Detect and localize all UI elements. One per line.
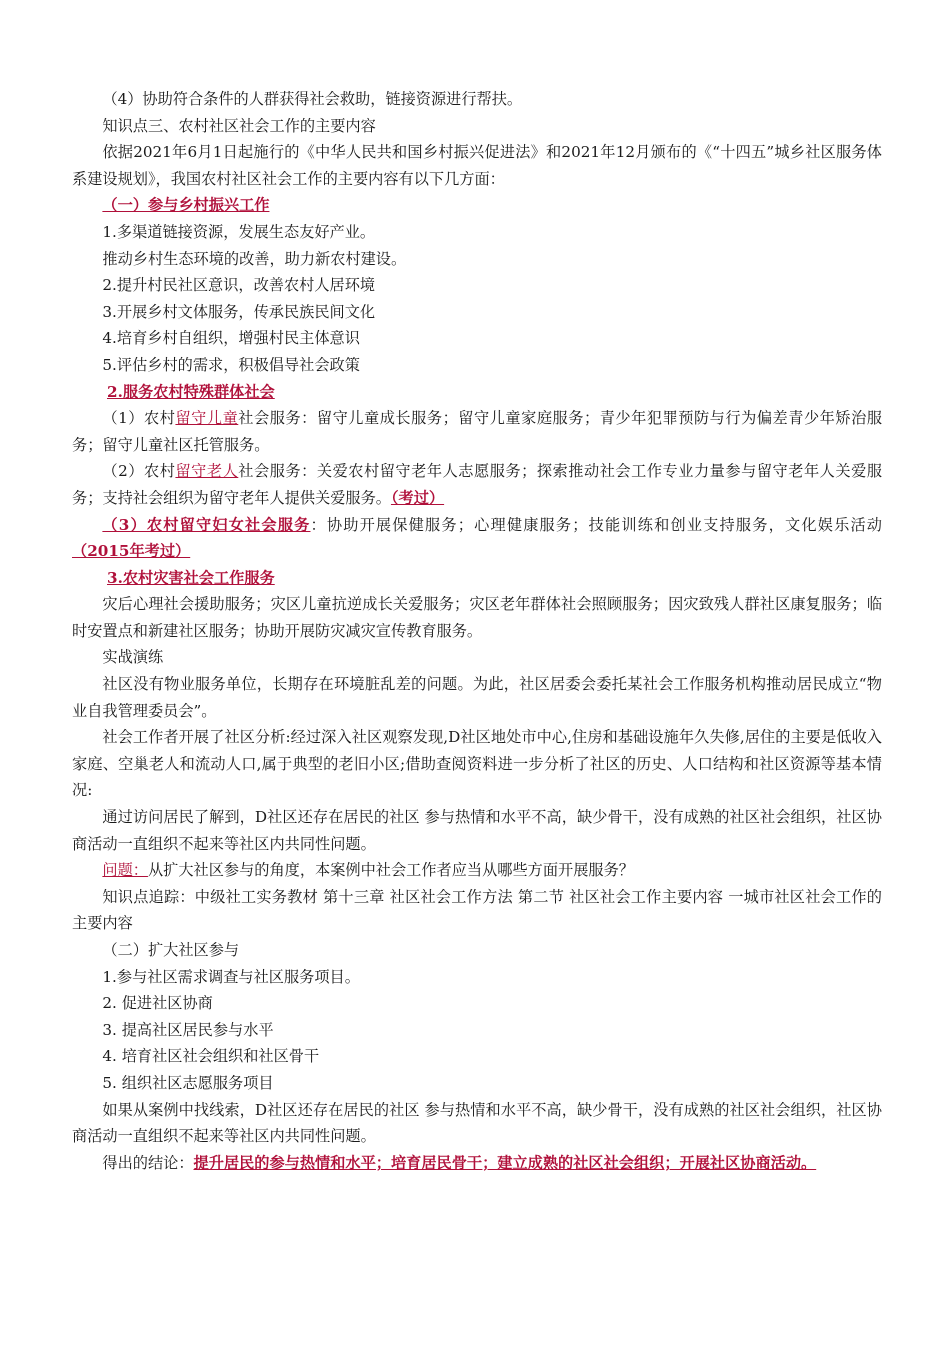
list-item: 4.培育乡村自组织，增强村民主体意识 xyxy=(102,329,360,348)
conclusion-paragraph xyxy=(72,1150,882,1177)
section-heading: （二）扩大社区参与 xyxy=(102,941,240,959)
section-heading: 实战演练 xyxy=(102,648,164,667)
question-paragraph xyxy=(72,857,882,884)
heading-block xyxy=(72,565,882,592)
highlight-text: 留守儿童 xyxy=(175,409,239,428)
text-run: ：协助开展保健服务；心理健康服务；技能训练和创业支持服务，文化娱乐活动 xyxy=(310,515,882,534)
paragraph: 社区没有物业服务单位，长期存在环境脏乱差的问题。为此，社区居委会委托某社会工作服务机构推动居民成立“物业自我管理委员会”。 xyxy=(72,675,882,720)
list-item: 2. 促进社区协商 xyxy=(102,994,213,1013)
text-run: 社会服务：关爱农村留守老年人志愿服务；探索推动社会工作专业力量参与留守老年人关爱服务；支持社会组织为留守老年人提供关爱服务。 xyxy=(72,462,883,507)
heading-text: 3.农村灾害社会工作服务 xyxy=(107,568,275,587)
list-item: 3.开展乡村文体服务，传承民族民间文化 xyxy=(102,302,376,321)
text-run: 得出的结论： xyxy=(102,1153,194,1172)
conclusion-text: 提升居民的参与热情和水平；培育居民骨干；建立成熟的社区社会组织；开展社区协商活动。 xyxy=(193,1153,817,1172)
exam-note: （考过） xyxy=(390,488,445,507)
exam-note: （2015年考过） xyxy=(72,542,191,561)
list-item: 3. 提高社区居民参与水平 xyxy=(102,1020,274,1039)
text-run: （1）农村 xyxy=(102,409,176,428)
paragraph: 知识点追踪：中级社工实务教材 第十三章 社区社会工作方法 第二节 社区社会工作主要内容 一城市社区社会工作的主要内容 xyxy=(72,887,882,933)
list-item: 5. 组织社区志愿服务项目 xyxy=(102,1073,274,1092)
list-item: 1.参与社区需求调查与社区服务项目。 xyxy=(102,967,360,986)
heading-block xyxy=(72,379,882,406)
paragraph: （4）协助符合条件的人群获得社会救助，链接资源进行帮扶。 xyxy=(102,90,523,108)
text-run: （2）农村 xyxy=(102,462,176,481)
list-item: 4. 培育社区社会组织和社区骨干 xyxy=(102,1047,320,1066)
paragraph: 社会工作者开展了社区分析:经过深入社区观察发现,D社区地处市中心,住房和基础设施年久失修,居住的主要是低收入家庭、空巢老人和流动人口,属于典型的老旧小区;借助查阅资料进一步分析了社区的历史、人口结构和社区资源等基本情况: xyxy=(72,728,882,800)
list-item: 5.评估乡村的需求，积极倡导社会政策 xyxy=(102,355,360,374)
text-run: 从扩大社区参与的角度，本案例中社会工作者应当从哪些方面开展服务？ xyxy=(147,861,634,880)
paragraph: 依据2021年6月1日起施行的《中华人民共和国乡村振兴促进法》和2021年12月颁布的《“十四五”城乡社区服务体系建设规划》，我国农村社区社会工作的主要内容有以下几方面： xyxy=(72,143,882,188)
paragraph: 如果从案例中找线索，D社区还存在居民的社区 参与热情和水平不高，缺少骨干，没有成熟的社区社会组织，社区协商活动一直组织不起来等社区内共同性问题。 xyxy=(72,1100,882,1146)
paragraph xyxy=(72,458,882,511)
heading-block xyxy=(72,192,882,219)
paragraph: 推动乡村生态环境的改善，助力新农村建设。 xyxy=(102,249,407,268)
paragraph xyxy=(72,512,882,565)
list-item: 1.多渠道链接资源，发展生态友好产业。 xyxy=(102,222,376,241)
heading-text: 2.服务农村特殊群体社会 xyxy=(107,382,275,401)
heading-text: （一）参与乡村振兴工作 xyxy=(102,196,270,215)
list-item: 2.提升村民社区意识，改善农村人居环境 xyxy=(102,276,376,295)
paragraph: 灾后心理社会援助服务；灾区儿童抗逆成长关爱服务；灾区老年群体社会照顾服务；因灾致残人群社区康复服务；临时安置点和新建社区服务；协助开展防灾减灾宣传教育服务。 xyxy=(72,595,882,640)
highlight-text: 留守老人 xyxy=(175,462,239,481)
question-label: 问题： xyxy=(102,861,148,880)
paragraph: 通过访问居民了解到，D社区还存在居民的社区 参与热情和水平不高，缺少骨干，没有成熟的社区社会组织，社区协商活动一直组织不起来等社区内共同性问题。 xyxy=(72,808,882,853)
document-page xyxy=(72,86,882,1176)
section-heading: 知识点三、农村社区社会工作的主要内容 xyxy=(102,116,376,135)
text-run: 社会服务：留守儿童成长服务；留守儿童家庭服务；青少年犯罪预防与行为偏差青少年矫治服务；留守儿童社区托管服务。 xyxy=(72,409,883,454)
highlight-text: （3）农村留守妇女社会服务 xyxy=(102,515,311,534)
paragraph xyxy=(72,405,882,458)
